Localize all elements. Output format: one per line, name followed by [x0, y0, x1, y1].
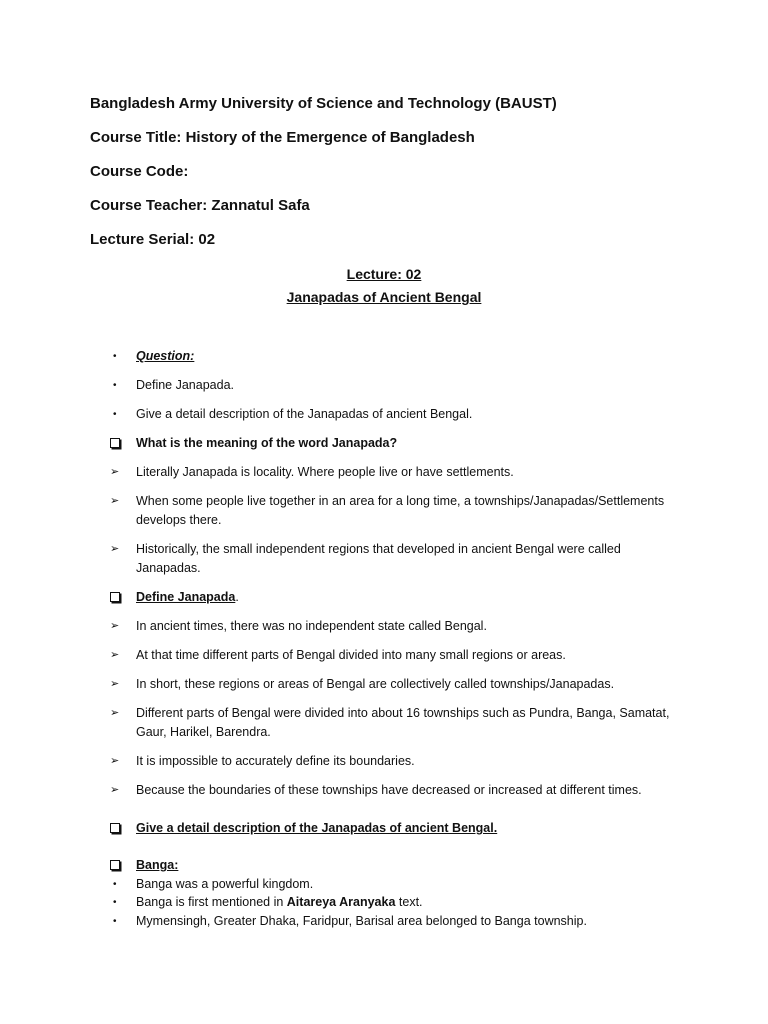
bullet-icon: •	[113, 897, 117, 908]
list-item	[110, 875, 680, 894]
arrow-icon: ➢	[110, 678, 120, 690]
arrow-icon: ➢	[110, 620, 120, 632]
bullet-icon: •	[113, 916, 117, 927]
course-title: Course Title: History of the Emergence of Bangladesh	[90, 129, 475, 146]
question-heading: Question:	[136, 349, 195, 363]
point-text: Historically, the small independent regions that developed in ancient Bengal were called Janapadas.	[136, 542, 621, 575]
meaning-heading: What is the meaning of the word Janapada?	[136, 436, 398, 450]
university-name: Bangladesh Army University of Science and Technology (BAUST)	[90, 95, 557, 112]
point-text: Banga was a powerful kingdom.	[136, 877, 314, 891]
arrow-icon: ➢	[110, 707, 120, 719]
point-text: In short, these regions or areas of Bengal are collectively called townships/Janapadas.	[136, 677, 615, 691]
list-item	[110, 405, 680, 424]
list-item	[110, 893, 680, 912]
list-item	[110, 347, 680, 366]
question-text: Give a detail description of the Janapadas of ancient Bengal.	[136, 407, 473, 421]
checkbox-icon	[110, 856, 130, 876]
section-heading	[110, 819, 680, 838]
point-text: Mymensingh, Greater Dhaka, Faridpur, Barisal area belonged to Banga township.	[136, 914, 587, 928]
course-teacher: Course Teacher: Zannatul Safa	[90, 197, 310, 214]
section-heading	[110, 856, 680, 875]
arrow-icon: ➢	[110, 755, 120, 767]
list-item	[110, 540, 680, 578]
bullet-icon: •	[113, 380, 117, 391]
banga-heading: Banga:	[136, 858, 179, 872]
arrow-icon: ➢	[110, 466, 120, 478]
lecture-topic: Janapadas of Ancient Bengal	[286, 289, 482, 305]
course-code: Course Code:	[90, 163, 189, 180]
arrow-icon: ➢	[110, 495, 120, 507]
list-item	[110, 463, 680, 482]
point-text: When some people live together in an area for a long time, a townships/Janapadas/Settlements develops there.	[136, 494, 665, 527]
list-item	[110, 912, 680, 931]
checkbox-icon	[110, 819, 130, 839]
section-heading	[110, 434, 680, 453]
point-text: Different parts of Bengal were divided into about 16 townships such as Pundra, Banga, Samatat, Gaur, Harikel, Barendra.	[136, 706, 670, 739]
lecture-serial: Lecture Serial: 02	[90, 231, 216, 248]
bullet-icon: •	[113, 879, 117, 890]
list-item	[110, 646, 680, 665]
aitareya-aranyaka: Aitareya Aranyaka	[286, 895, 396, 909]
bullet-icon: •	[113, 351, 117, 362]
list-item	[110, 781, 680, 800]
point-text: Literally Janapada is locality. Where people live or have settlements.	[136, 465, 514, 479]
arrow-icon: ➢	[110, 649, 120, 661]
define-heading: Define Janapada	[136, 590, 236, 604]
arrow-icon: ➢	[110, 543, 120, 555]
checkbox-icon	[110, 434, 130, 454]
section-heading	[110, 588, 680, 607]
list-item	[110, 617, 680, 636]
list-item	[110, 492, 680, 530]
bullet-icon: •	[113, 409, 117, 420]
list-item	[110, 704, 680, 742]
list-item	[110, 376, 680, 395]
list-item	[110, 752, 680, 771]
checkbox-icon	[110, 588, 130, 608]
point-text: Banga is first mentioned in Aitareya Aranyaka text.	[136, 895, 423, 909]
description-heading: Give a detail description of the Janapadas of ancient Bengal.	[136, 821, 498, 835]
define-heading-suffix: .	[235, 590, 239, 604]
arrow-icon: ➢	[110, 784, 120, 796]
point-text: Because the boundaries of these townships have decreased or increased at different times.	[136, 783, 642, 797]
point-text: It is impossible to accurately define its boundaries.	[136, 754, 415, 768]
point-text: At that time different parts of Bengal divided into many small regions or areas.	[136, 648, 566, 662]
list-item	[110, 675, 680, 694]
point-text: In ancient times, there was no independent state called Bengal.	[136, 619, 487, 633]
lecture-number: Lecture: 02	[346, 266, 422, 282]
question-text: Define Janapada.	[136, 378, 234, 392]
